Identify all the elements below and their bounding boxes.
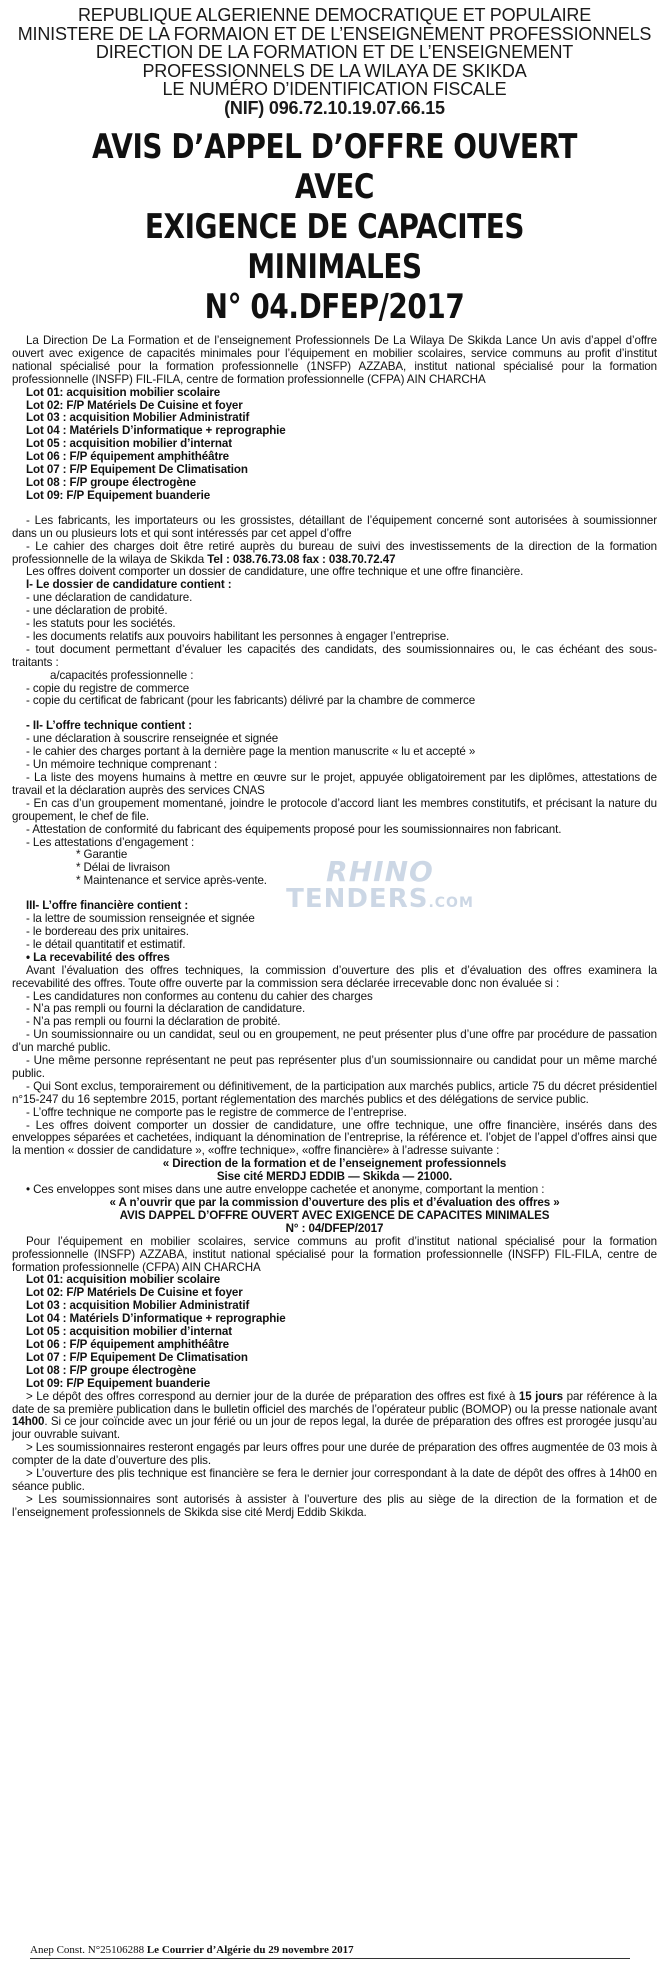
list-item: - les documents relatifs aux pouvoirs habilitant les personnes à engager l’entreprise. xyxy=(26,629,450,643)
pour-paragraph: Pour l’équipement en mobilier scolaires, service communs au profit d’institut national spécialisé pour la formation professionnelle (INSFP) AZZABA, institut national spécialisé pour la formation professionnelle (INSFP) FIL-FILA, centre de formation professionnelle (CFPA) AIN CHARCHA xyxy=(12,1234,657,1274)
list-item: - Qui Sont exclus, temporairement ou définitivement, de la participation aux marchés publics, article 75 du décret présidentiel n°15-247 du 16 septembre 2015, portant réglementation des marchés publics et des délégations de service public. xyxy=(12,1079,657,1106)
section-financiere-title: III- L’offre financière contient : xyxy=(26,899,189,913)
recevabilite-title: • La recevabilité des offres xyxy=(26,950,170,964)
header-nif: (NIF) 096.72.10.19.07.66.15 xyxy=(224,97,445,118)
cahier-paragraph xyxy=(12,541,657,567)
list-item: - Une même personne représentant ne peut pas représenter plus d’un soumissionnaire ou candidat pour un même marché public. xyxy=(12,1054,657,1080)
lot-item: Lot 01: acquisition mobilier scolaire xyxy=(26,1273,221,1287)
address-line-1: « Direction de la formation et de l’enseignement professionnels xyxy=(162,1157,507,1171)
list-item: - la lettre de soumission renseignée et signée xyxy=(26,912,255,926)
list-item: - Les offres doivent comporter un dossier de candidature, une offre technique, une offre financière, insérés dans des enveloppes séparées et cachetées, indiquant la dénomination de l’entreprise, la référence et. l’objet de l’appel d’offres ainsi que la mention « dossier de candidature », «offre technique», «offre financière» à l’adresse suivante : xyxy=(12,1118,657,1158)
engagement-item: * Délai de livraison xyxy=(76,861,171,875)
footer-ref: Anep Const. N°25106288 xyxy=(30,1944,145,1956)
depot-text-a: > Le dépôt des offres correspond au dernier jour de la durée de préparation des offres est fixé à xyxy=(26,1389,516,1403)
avant-paragraph: Avant l’évaluation des offres techniques, la commission d’ouverture des plis et d’évaluation des offres examinera la recevabilité des offres. Toute offre ouverte par la commission sera déclarée irrecevable donc non évaluée si : xyxy=(12,963,657,990)
header-block xyxy=(12,6,657,117)
list-item: - Les candidatures non conformes au contenu du cahier des charges xyxy=(26,989,373,1003)
engagement-item: * Garantie xyxy=(76,848,128,862)
lot-item: Lot 03 : acquisition Mobilier Administratif xyxy=(26,411,250,425)
lot-item: Lot 06 : F/P équipement amphithéâtre xyxy=(26,450,229,464)
lot-item: Lot 05 : acquisition mobilier d’internat xyxy=(26,437,232,451)
title-line-1: AVIS D’APPEL D’OFFRE OUVERT AVEC xyxy=(91,127,577,207)
lot-item: Lot 04 : Matériels D’informatique + reprographie xyxy=(26,1312,286,1326)
footer-publication: Le Courrier d’Algérie du 29 novembre 2017 xyxy=(146,1944,354,1956)
list-item: - le bordereau des prix unitaires. xyxy=(26,924,189,938)
watermark-rhino: RHINO xyxy=(326,855,434,888)
lot-item: Lot 07 : F/P Equipement De Climatisation xyxy=(26,1350,248,1364)
list-item: - le cahier des charges portant à la dernière page la mention manuscrite « lu et accepté » xyxy=(26,745,476,759)
lot-item: Lot 05 : acquisition mobilier d’internat xyxy=(26,1325,232,1339)
list-item: - copie du registre de commerce xyxy=(26,681,190,695)
list-item: - Les attestations d’engagement : xyxy=(26,835,195,849)
depot-hour: 14h00 xyxy=(12,1415,45,1429)
list-item: - Un mémoire technique comprenant : xyxy=(26,758,218,772)
offres-paragraph: Les offres doivent comporter un dossier de candidature, une offre technique et une offre financière. xyxy=(26,565,524,579)
list-item: - L’offre technique ne comporte pas le registre de commerce de l’entreprise. xyxy=(26,1105,407,1119)
depot-days: 15 jours xyxy=(518,1389,564,1403)
lot-item: Lot 03 : acquisition Mobilier Administratif xyxy=(26,1299,250,1313)
announcement-page xyxy=(12,6,657,1520)
lot-item: Lot 02: F/P Matériels De Cuisine et foyer xyxy=(26,1286,243,1300)
list-item: - le détail quantitatif et estimatif. xyxy=(26,937,186,951)
title-line-2: EXIGENCE DE CAPACITES MINIMALES xyxy=(144,207,525,287)
intro-paragraph: La Direction De La Formation et de l’enseignement Professionnels De La Wilaya De Skikda Lance Un avis d’appel d’offre ouvert avec exigence de capacités minimales pour l’équipement en mobilier scolaires, service communs au profit d’institut national spécialisé pour la formation professionnelle (1NSFP) AZZABA, institut national spécialisé pour la formation professionnelle (INSFP) FIL-FILA, centre de formation professionnelle (CFPA) AIN CHARCHA xyxy=(12,334,657,386)
lot-list xyxy=(12,387,657,503)
depot-text-c: par référence à la date de sa première publication dans le bulletin officiel des marchés de l’opérateur public (BOMOP) ou la presse nationale avant xyxy=(12,1389,657,1416)
depot-paragraph xyxy=(12,1391,657,1443)
lot-item: Lot 09: F/P Equipement buanderie xyxy=(26,1376,211,1390)
section-technique-title: - II- L’offre technique contient : xyxy=(26,719,192,733)
section-candidature-title: I- Le dossier de candidature contient : xyxy=(26,578,232,592)
list-item: - les statuts pour les sociétés. xyxy=(26,617,176,631)
header-line-1: REPUBLIQUE ALGERIENNE DEMOCRATIQUE ET POPULAIRE xyxy=(77,5,592,25)
enveloppes-paragraph: • Ces enveloppes sont mises dans une autre enveloppe cachetée et anonyme, comportant la mention : xyxy=(26,1183,545,1197)
capacites-subtitle: a/capacités professionnelle : xyxy=(50,668,194,682)
list-item: - Un soumissionnaire ou un candidat, seul ou en groupement, ne peut présenter plus d’une offre par procédure de passation d’un marché public. xyxy=(12,1028,657,1055)
list-item: - une déclaration de probité. xyxy=(26,604,168,618)
list-item: - En cas d’un groupement momentané, joindre le protocole d’accord liant les membres constitutifs, et précisant la nature du groupement, le chef de file. xyxy=(12,796,657,823)
cahier-phone-fax: Tel : 038.76.73.08 fax : 038.70.72.47 xyxy=(207,552,396,566)
list-item: - N’a pas rempli ou fourni la déclaration de probité. xyxy=(26,1015,281,1029)
ouverture-paragraph: > L’ouverture des plis technique est financière se fera le dernier jour correspondant à la date de dépôt des offres à 14h00 en séance public. xyxy=(12,1467,657,1493)
lot-item: Lot 01: acquisition mobilier scolaire xyxy=(26,385,221,399)
lot-item: Lot 09: F/P Equipement buanderie xyxy=(26,488,211,502)
lot-item: Lot 08 : F/P groupe électrogène xyxy=(26,1363,196,1377)
fabricants-paragraph: - Les fabricants, les importateurs ou les grossistes, détaillant de l’équipement concerné sont autorisées à soumissionner dans un ou plusieurs lots et qui sont intéressés par cet appel d’offre xyxy=(12,513,657,540)
footer-rule xyxy=(30,1958,630,1959)
list-item: - tout document permettant d’évaluer les capacités des candidats, des soumissionnaires ou, le cas échéant des sous-traitants : xyxy=(12,642,657,669)
engagement-item: * Maintenance et service après-vente. xyxy=(76,874,267,888)
lot-item: Lot 04 : Matériels D’informatique + reprographie xyxy=(26,424,286,438)
lot-item: Lot 07 : F/P Equipement De Climatisation xyxy=(26,463,248,477)
depot-text-e: . Si ce jour coïncide avec un jour férié ou un jour de repos legal, la durée de préparation des offres est prorogée jusqu’au jour ouvrable suivant. xyxy=(12,1415,657,1442)
mention-line-2: AVIS DAPPEL D’OFFRE OUVERT AVEC EXIGENCE DE CAPACITES MINIMALES xyxy=(119,1208,550,1222)
lot-list-2 xyxy=(12,1274,657,1390)
list-item: - La liste des moyens humains à mettre en œuvre sur le projet, appuyée obligatoirement par les diplômes, attestations de travail et la déclaration auprès des services CNAS xyxy=(12,771,657,797)
engages-paragraph: > Les soumissionnaires resteront engagés par leurs offres pour une durée de préparation des offres augmentée de 03 mois à compter de la date d’ouverture des plis. xyxy=(12,1441,658,1468)
list-item: - N’a pas rempli ou fourni la déclaration de candidature. xyxy=(26,1002,306,1016)
list-item: - une déclaration à souscrire renseignée et signée xyxy=(26,732,279,746)
header-line-3: DIRECTION DE LA FORMATION ET DE L’ENSEIGNEMENT xyxy=(95,42,574,62)
watermark-tenders-text: TENDERS xyxy=(286,884,429,914)
mention-line-1: « A n’ouvrir que par la commission d’ouverture des plis et d’évaluation des offres » xyxy=(109,1196,560,1209)
header-line-5: LE NUMÉRO D’IDENTIFICATION FISCALE xyxy=(162,79,507,99)
page-title xyxy=(70,127,599,327)
footer xyxy=(30,1944,354,1956)
watermark-com: .COM xyxy=(428,895,474,911)
address-line-2: Sise cité MERDJ EDDIB — Skikda — 21000. xyxy=(216,1170,453,1184)
header-line-4: PROFESSIONNELS DE LA WILAYA DE SKIKDA xyxy=(142,60,527,81)
title-line-3: N° 04.DFEP/2017 xyxy=(204,287,465,327)
list-item: - copie du certificat de fabricant (pour les fabricants) délivré par la chambre de commerce xyxy=(26,694,476,708)
lot-item: Lot 08 : F/P groupe électrogène xyxy=(26,475,196,489)
assister-paragraph: > Les soumissionnaires sont autorisés à assister à l’ouverture des plis au siège de la direction de la formation et de l’enseignement professionnels de Skikda sise cité Merdj Eddib Skikda. xyxy=(12,1492,657,1519)
lot-item: Lot 02: F/P Matériels De Cuisine et foyer xyxy=(26,398,243,412)
mention-line-3: N° : 04/DFEP/2017 xyxy=(285,1221,384,1235)
list-item: - une déclaration de candidature. xyxy=(26,591,193,605)
lot-item: Lot 06 : F/P équipement amphithéâtre xyxy=(26,1337,229,1351)
header-line-2: MINISTERE DE LA FORMAION ET DE L’ENSEIGNEMENT PROFESSIONNELS xyxy=(17,23,652,44)
cahier-text: - Le cahier des charges doit être retiré auprès du bureau de suivi des investissements de la direction de la formation professionnelle de la wilaya de Skikda xyxy=(12,539,657,566)
document-body xyxy=(12,335,657,1520)
list-item: - Attestation de conformité du fabricant des équipements proposé pour les soumissionnaires non fabricant. xyxy=(26,822,562,836)
